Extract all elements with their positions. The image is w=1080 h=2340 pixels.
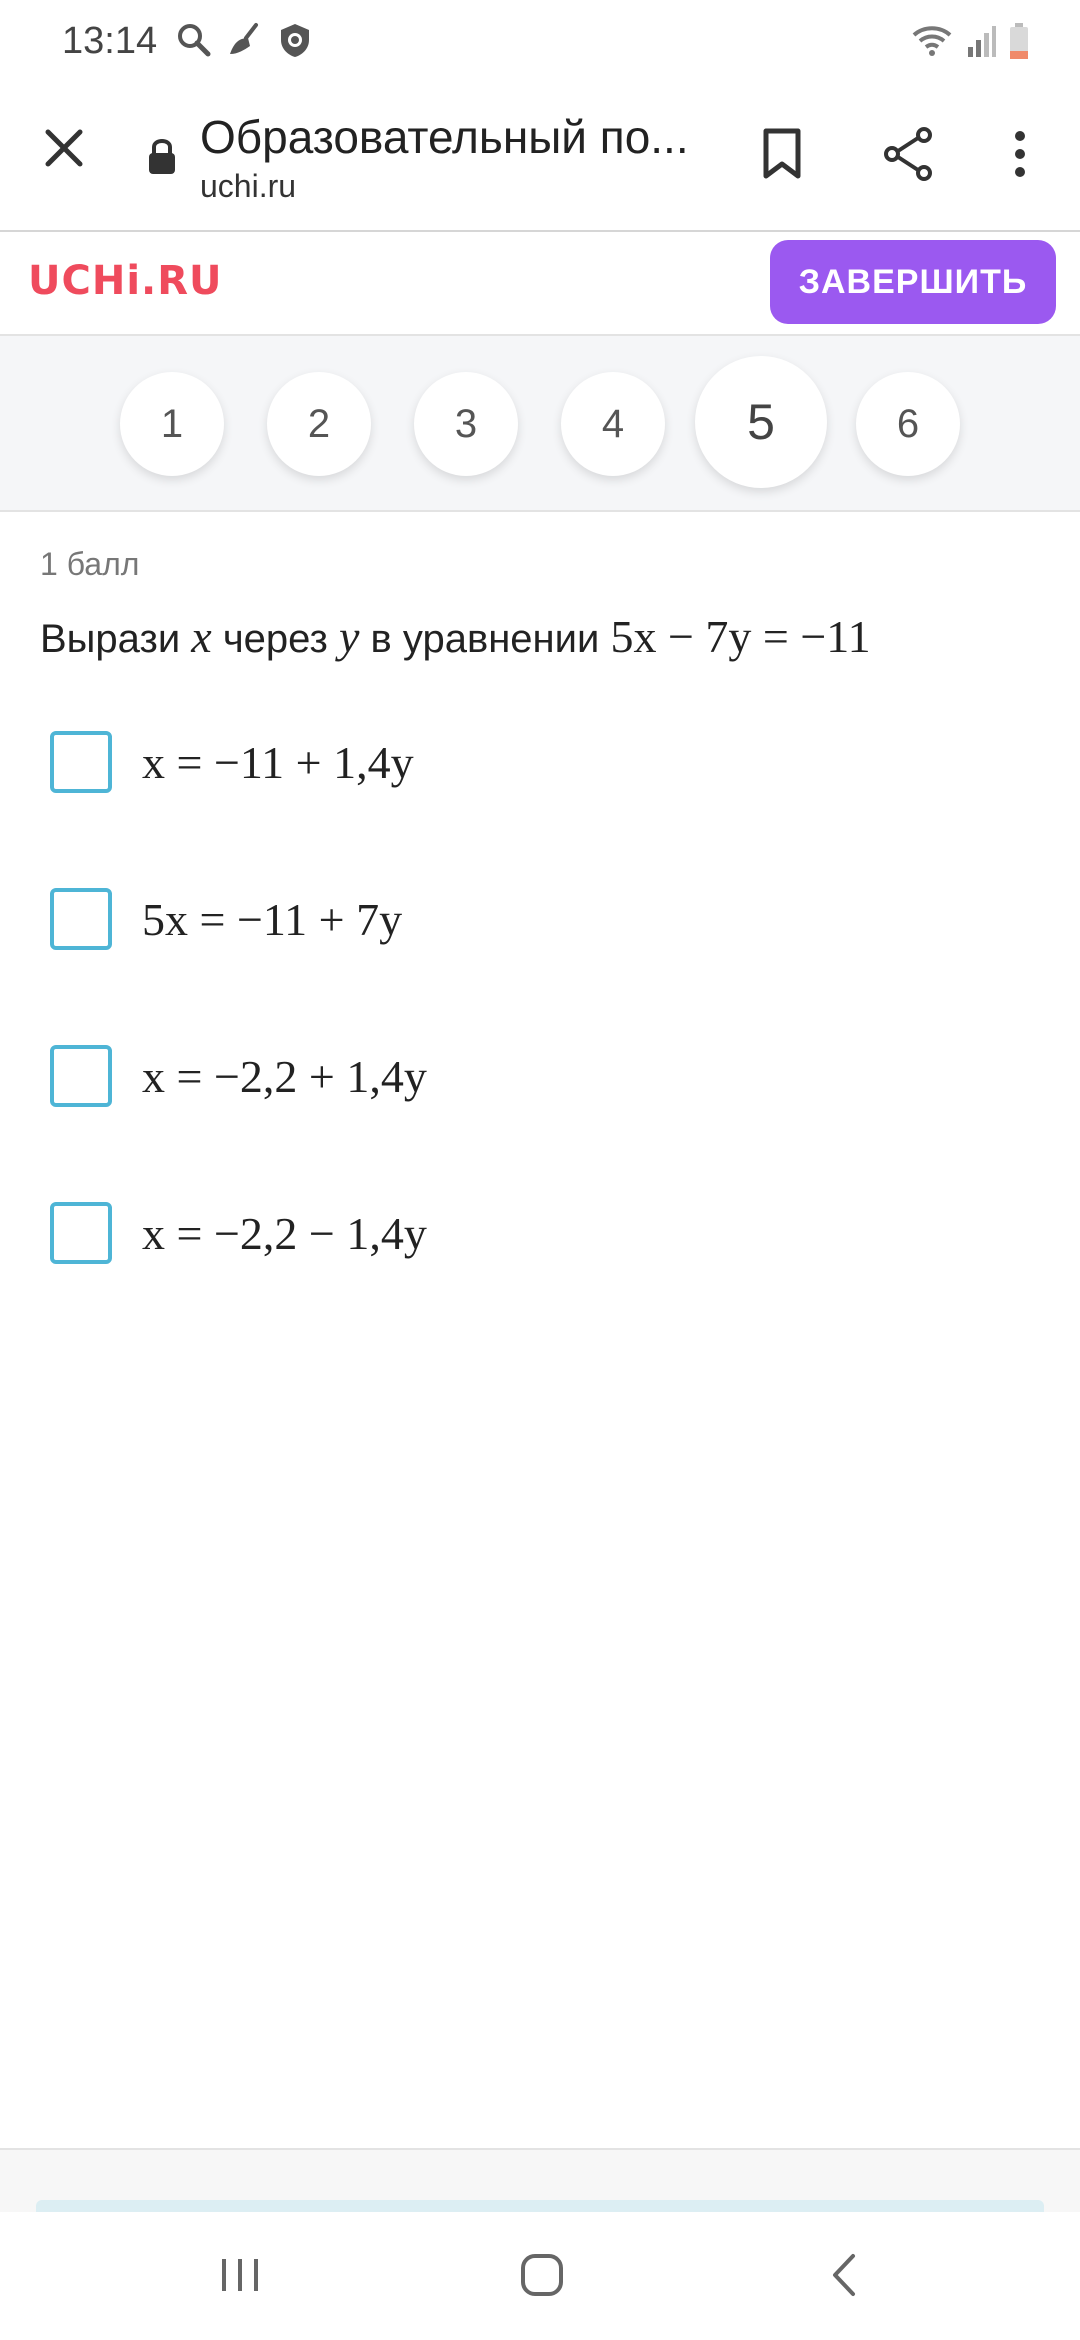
- question-points: 1 балл: [40, 546, 140, 582]
- share-icon: [882, 126, 934, 187]
- browser-toolbar: [0, 84, 1080, 232]
- question-navigation: [0, 336, 1080, 512]
- answer-checkbox-3[interactable]: [50, 1045, 112, 1107]
- more-vertical-icon: [1013, 130, 1027, 183]
- answer-checkbox-4[interactable]: [50, 1202, 112, 1264]
- bookmark-button[interactable]: [754, 124, 810, 188]
- question-equation: 5x − 7y = −11: [610, 611, 871, 662]
- finish-button[interactable]: ЗАВЕРШИТЬ: [770, 240, 1056, 324]
- question-text: [40, 610, 871, 663]
- shield-icon: [278, 22, 312, 63]
- question-nav-item-1[interactable]: 1: [120, 372, 224, 476]
- answer-checkbox-1[interactable]: [50, 731, 112, 793]
- page-title[interactable]: Образовательный по...: [200, 111, 689, 163]
- answer-option-1[interactable]: [50, 730, 950, 794]
- answer-text-1[interactable]: x = −11 + 1,4y: [142, 736, 414, 788]
- answer-text-4[interactable]: x = −2,2 − 1,4y: [142, 1207, 427, 1259]
- bookmark-icon: [762, 128, 802, 185]
- close-icon: [42, 126, 86, 175]
- answer-option-4[interactable]: [50, 1201, 950, 1265]
- answer-option-3[interactable]: [50, 1044, 950, 1108]
- answer-text-2[interactable]: 5x = −11 + 7y: [142, 893, 403, 945]
- wifi-icon: [910, 23, 954, 64]
- more-menu-button[interactable]: [1000, 124, 1040, 188]
- answer-option-2[interactable]: [50, 887, 950, 951]
- question-nav-item-5-active[interactable]: 5: [695, 356, 827, 488]
- back-button[interactable]: [804, 2242, 884, 2312]
- question-var-y: y: [339, 611, 360, 662]
- question-nav-item-2[interactable]: 2: [267, 372, 371, 476]
- bottom-sheet-edge: [36, 2200, 1044, 2212]
- lock-icon: [146, 136, 178, 176]
- question-suffix: в уравнении: [370, 617, 600, 661]
- question-prefix: Вырази: [40, 617, 181, 661]
- question-nav-item-6[interactable]: 6: [856, 372, 960, 476]
- question-nav-item-3[interactable]: 3: [414, 372, 518, 476]
- signal-icon: [966, 23, 996, 64]
- home-icon: [519, 2252, 565, 2303]
- home-button[interactable]: [502, 2242, 582, 2312]
- question-nav-item-4[interactable]: 4: [561, 372, 665, 476]
- question-middle: через: [222, 617, 328, 661]
- status-bar: [0, 0, 1080, 84]
- url-domain[interactable]: uchi.ru: [200, 168, 297, 204]
- status-time: 13:14: [62, 20, 158, 62]
- recent-apps-icon: [218, 2255, 262, 2300]
- site-header: [0, 232, 1080, 336]
- answer-checkbox-2[interactable]: [50, 888, 112, 950]
- search-icon: [176, 22, 212, 63]
- broom-icon: [226, 22, 264, 63]
- recent-apps-button[interactable]: [200, 2242, 280, 2312]
- back-icon: [829, 2252, 859, 2303]
- question-var-x: x: [191, 611, 212, 662]
- answer-text-3[interactable]: x = −2,2 + 1,4y: [142, 1050, 427, 1102]
- battery-low-icon: [1008, 22, 1030, 65]
- system-navigation-bar: [0, 2212, 1080, 2340]
- share-button[interactable]: [878, 124, 938, 188]
- close-tab-button[interactable]: [36, 122, 92, 178]
- uchi-logo[interactable]: UCHi.RU: [28, 258, 223, 304]
